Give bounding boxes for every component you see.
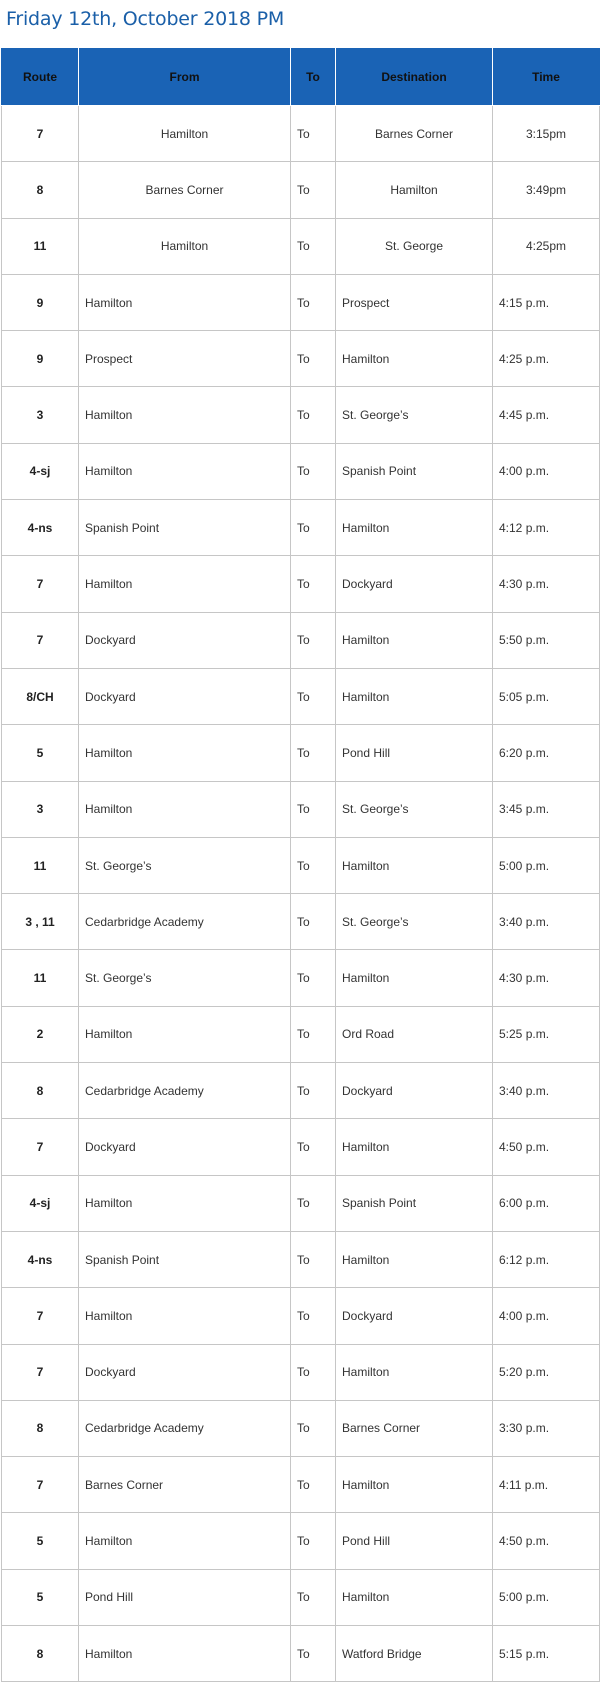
time-cell: 4:25pm bbox=[493, 218, 600, 274]
time-cell: 3:40 p.m. bbox=[493, 894, 600, 950]
route-cell: 3 bbox=[2, 387, 79, 443]
to-cell: To bbox=[291, 1288, 336, 1344]
from-cell: Hamilton bbox=[79, 1513, 291, 1569]
from-cell: Cedarbridge Academy bbox=[79, 894, 291, 950]
destination-cell: Hamilton bbox=[336, 500, 493, 556]
route-cell: 8/CH bbox=[2, 668, 79, 724]
from-cell: Spanish Point bbox=[79, 1231, 291, 1287]
header-route: Route bbox=[2, 49, 79, 106]
table-row bbox=[2, 1400, 600, 1456]
route-cell: 8 bbox=[2, 1063, 79, 1119]
to-cell: To bbox=[291, 331, 336, 387]
route-cell: 7 bbox=[2, 1119, 79, 1175]
time-cell: 6:20 p.m. bbox=[493, 725, 600, 781]
destination-cell: Barnes Corner bbox=[336, 1400, 493, 1456]
header-to: To bbox=[291, 49, 336, 106]
time-cell: 5:05 p.m. bbox=[493, 668, 600, 724]
route-cell: 7 bbox=[2, 1344, 79, 1400]
table-row bbox=[2, 1231, 600, 1287]
destination-cell: Spanish Point bbox=[336, 443, 493, 499]
route-cell: 5 bbox=[2, 1569, 79, 1625]
route-cell: 9 bbox=[2, 274, 79, 330]
route-cell: 11 bbox=[2, 837, 79, 893]
time-cell: 4:30 p.m. bbox=[493, 556, 600, 612]
route-cell: 8 bbox=[2, 1626, 79, 1682]
destination-cell: St. George’s bbox=[336, 781, 493, 837]
route-cell: 2 bbox=[2, 1006, 79, 1062]
table-row bbox=[2, 612, 600, 668]
to-cell: To bbox=[291, 218, 336, 274]
route-cell: 5 bbox=[2, 725, 79, 781]
to-cell: To bbox=[291, 1231, 336, 1287]
destination-cell: Hamilton bbox=[336, 1457, 493, 1513]
destination-cell: Hamilton bbox=[336, 331, 493, 387]
table-row bbox=[2, 894, 600, 950]
route-cell: 4-sj bbox=[2, 1175, 79, 1231]
destination-cell: Prospect bbox=[336, 274, 493, 330]
from-cell: Hamilton bbox=[79, 443, 291, 499]
from-cell: Barnes Corner bbox=[79, 1457, 291, 1513]
table-row bbox=[2, 1344, 600, 1400]
destination-cell: Pond Hill bbox=[336, 725, 493, 781]
from-cell: Cedarbridge Academy bbox=[79, 1400, 291, 1456]
time-cell: 6:00 p.m. bbox=[493, 1175, 600, 1231]
route-cell: 7 bbox=[2, 556, 79, 612]
to-cell: To bbox=[291, 668, 336, 724]
header-from: From bbox=[79, 49, 291, 106]
to-cell: To bbox=[291, 274, 336, 330]
route-cell: 7 bbox=[2, 612, 79, 668]
to-cell: To bbox=[291, 1063, 336, 1119]
route-cell: 8 bbox=[2, 162, 79, 218]
time-cell: 4:11 p.m. bbox=[493, 1457, 600, 1513]
destination-cell: Dockyard bbox=[336, 556, 493, 612]
destination-cell: Dockyard bbox=[336, 1288, 493, 1344]
table-row bbox=[2, 1006, 600, 1062]
route-cell: 8 bbox=[2, 1400, 79, 1456]
time-cell: 3:49pm bbox=[493, 162, 600, 218]
table-row bbox=[2, 443, 600, 499]
table-row bbox=[2, 556, 600, 612]
time-cell: 5:00 p.m. bbox=[493, 837, 600, 893]
table-row bbox=[2, 387, 600, 443]
destination-cell: Hamilton bbox=[336, 1569, 493, 1625]
table-header bbox=[2, 49, 600, 106]
route-cell: 7 bbox=[2, 1457, 79, 1513]
from-cell: St. George’s bbox=[79, 837, 291, 893]
table-row bbox=[2, 1063, 600, 1119]
table-row bbox=[2, 162, 600, 218]
header-row bbox=[2, 49, 600, 106]
time-cell: 5:50 p.m. bbox=[493, 612, 600, 668]
table-row bbox=[2, 1175, 600, 1231]
route-cell: 7 bbox=[2, 1288, 79, 1344]
destination-cell: Dockyard bbox=[336, 1063, 493, 1119]
from-cell: Dockyard bbox=[79, 612, 291, 668]
time-cell: 4:00 p.m. bbox=[493, 443, 600, 499]
destination-cell: St. George’s bbox=[336, 387, 493, 443]
bus-schedule-table bbox=[1, 48, 600, 1682]
from-cell: Hamilton bbox=[79, 1626, 291, 1682]
to-cell: To bbox=[291, 1344, 336, 1400]
destination-cell: Spanish Point bbox=[336, 1175, 493, 1231]
time-cell: 6:12 p.m. bbox=[493, 1231, 600, 1287]
from-cell: Spanish Point bbox=[79, 500, 291, 556]
time-cell: 4:12 p.m. bbox=[493, 500, 600, 556]
destination-cell: Hamilton bbox=[336, 1344, 493, 1400]
from-cell: Barnes Corner bbox=[79, 162, 291, 218]
from-cell: Dockyard bbox=[79, 1344, 291, 1400]
time-cell: 4:50 p.m. bbox=[493, 1119, 600, 1175]
time-cell: 4:50 p.m. bbox=[493, 1513, 600, 1569]
from-cell: Hamilton bbox=[79, 556, 291, 612]
to-cell: To bbox=[291, 725, 336, 781]
page-title: Friday 12th, October 2018 PM bbox=[6, 8, 285, 30]
from-cell: Hamilton bbox=[79, 106, 291, 162]
from-cell: Cedarbridge Academy bbox=[79, 1063, 291, 1119]
to-cell: To bbox=[291, 781, 336, 837]
time-cell: 4:15 p.m. bbox=[493, 274, 600, 330]
table-row bbox=[2, 725, 600, 781]
to-cell: To bbox=[291, 950, 336, 1006]
destination-cell: Hamilton bbox=[336, 1231, 493, 1287]
table-row bbox=[2, 1569, 600, 1625]
table-row bbox=[2, 274, 600, 330]
table-row bbox=[2, 331, 600, 387]
table-row bbox=[2, 1288, 600, 1344]
time-cell: 5:15 p.m. bbox=[493, 1626, 600, 1682]
destination-cell: Barnes Corner bbox=[336, 106, 493, 162]
route-cell: 4-ns bbox=[2, 500, 79, 556]
route-cell: 7 bbox=[2, 106, 79, 162]
from-cell: Prospect bbox=[79, 331, 291, 387]
table-row bbox=[2, 668, 600, 724]
time-cell: 4:30 p.m. bbox=[493, 950, 600, 1006]
to-cell: To bbox=[291, 894, 336, 950]
time-cell: 4:45 p.m. bbox=[493, 387, 600, 443]
route-cell: 3 , 11 bbox=[2, 894, 79, 950]
table-row bbox=[2, 218, 600, 274]
destination-cell: St. George’s bbox=[336, 894, 493, 950]
to-cell: To bbox=[291, 1457, 336, 1513]
route-cell: 4-ns bbox=[2, 1231, 79, 1287]
from-cell: Hamilton bbox=[79, 1006, 291, 1062]
time-cell: 4:00 p.m. bbox=[493, 1288, 600, 1344]
route-cell: 11 bbox=[2, 218, 79, 274]
destination-cell: Hamilton bbox=[336, 162, 493, 218]
to-cell: To bbox=[291, 1175, 336, 1231]
destination-cell: Hamilton bbox=[336, 950, 493, 1006]
to-cell: To bbox=[291, 162, 336, 218]
header-time: Time bbox=[493, 49, 600, 106]
from-cell: Hamilton bbox=[79, 218, 291, 274]
from-cell: Hamilton bbox=[79, 1288, 291, 1344]
to-cell: To bbox=[291, 443, 336, 499]
from-cell: Hamilton bbox=[79, 1175, 291, 1231]
table-row bbox=[2, 500, 600, 556]
table-row bbox=[2, 1513, 600, 1569]
time-cell: 3:45 p.m. bbox=[493, 781, 600, 837]
table-row bbox=[2, 1457, 600, 1513]
from-cell: Hamilton bbox=[79, 274, 291, 330]
to-cell: To bbox=[291, 106, 336, 162]
time-cell: 3:15pm bbox=[493, 106, 600, 162]
route-cell: 3 bbox=[2, 781, 79, 837]
from-cell: Pond Hill bbox=[79, 1569, 291, 1625]
destination-cell: Hamilton bbox=[336, 668, 493, 724]
table-row bbox=[2, 950, 600, 1006]
to-cell: To bbox=[291, 1400, 336, 1456]
time-cell: 3:30 p.m. bbox=[493, 1400, 600, 1456]
time-cell: 5:25 p.m. bbox=[493, 1006, 600, 1062]
table-row bbox=[2, 106, 600, 162]
destination-cell: Pond Hill bbox=[336, 1513, 493, 1569]
table-row bbox=[2, 837, 600, 893]
to-cell: To bbox=[291, 1569, 336, 1625]
time-cell: 5:20 p.m. bbox=[493, 1344, 600, 1400]
to-cell: To bbox=[291, 837, 336, 893]
from-cell: Hamilton bbox=[79, 781, 291, 837]
from-cell: Hamilton bbox=[79, 387, 291, 443]
table-row bbox=[2, 781, 600, 837]
route-cell: 9 bbox=[2, 331, 79, 387]
route-cell: 4-sj bbox=[2, 443, 79, 499]
destination-cell: St. George bbox=[336, 218, 493, 274]
from-cell: Hamilton bbox=[79, 725, 291, 781]
table-body bbox=[2, 106, 600, 1682]
from-cell: St. George’s bbox=[79, 950, 291, 1006]
to-cell: To bbox=[291, 500, 336, 556]
to-cell: To bbox=[291, 612, 336, 668]
to-cell: To bbox=[291, 556, 336, 612]
destination-cell: Hamilton bbox=[336, 612, 493, 668]
table-row bbox=[2, 1119, 600, 1175]
route-cell: 11 bbox=[2, 950, 79, 1006]
table-row bbox=[2, 1626, 600, 1682]
destination-cell: Hamilton bbox=[336, 837, 493, 893]
time-cell: 3:40 p.m. bbox=[493, 1063, 600, 1119]
to-cell: To bbox=[291, 1626, 336, 1682]
time-cell: 5:00 p.m. bbox=[493, 1569, 600, 1625]
route-cell: 5 bbox=[2, 1513, 79, 1569]
to-cell: To bbox=[291, 1513, 336, 1569]
destination-cell: Ord Road bbox=[336, 1006, 493, 1062]
to-cell: To bbox=[291, 387, 336, 443]
destination-cell: Hamilton bbox=[336, 1119, 493, 1175]
destination-cell: Watford Bridge bbox=[336, 1626, 493, 1682]
from-cell: Dockyard bbox=[79, 1119, 291, 1175]
time-cell: 4:25 p.m. bbox=[493, 331, 600, 387]
from-cell: Dockyard bbox=[79, 668, 291, 724]
header-destination: Destination bbox=[336, 49, 493, 106]
to-cell: To bbox=[291, 1006, 336, 1062]
to-cell: To bbox=[291, 1119, 336, 1175]
